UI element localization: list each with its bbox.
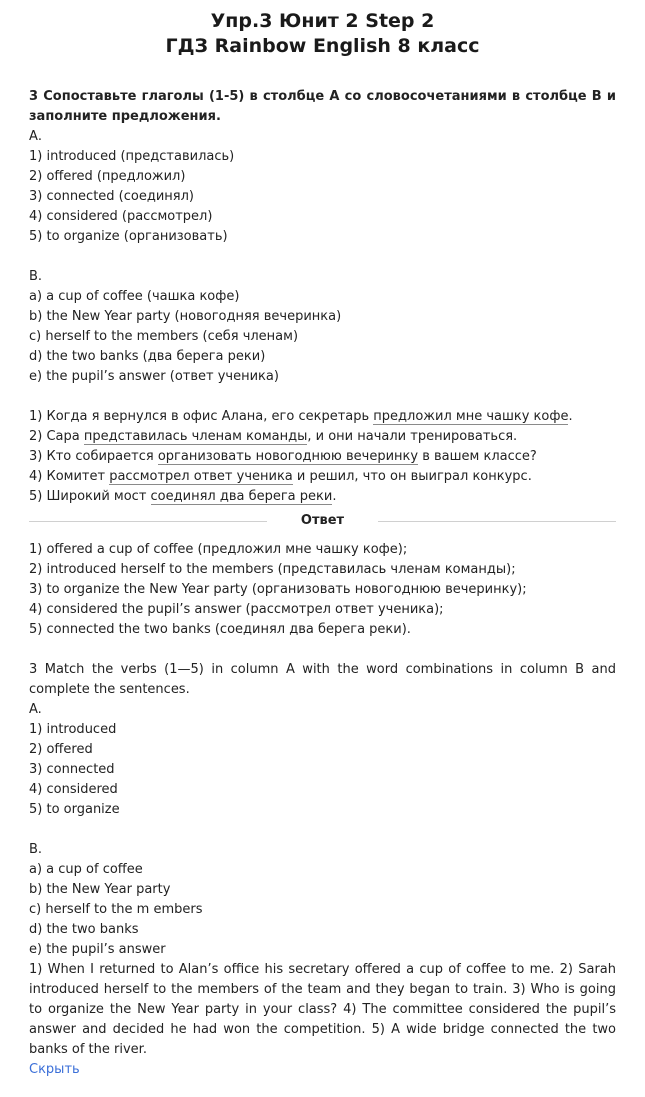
sentence: 5) Широкий мост соединял два берега реки. (29, 489, 337, 504)
list-item: 1) introduced (29, 722, 117, 737)
underlined-phrase: представилась членам команды (83, 429, 308, 444)
list-item: d) the two banks (два берега реки) (29, 349, 266, 364)
list-item: 4) considered (29, 782, 118, 797)
list-item: b) the New Year party (новогодняя вечеринка) (29, 309, 342, 324)
column-b-list-en (29, 860, 616, 960)
list-item: c) herself to the m embers (29, 902, 203, 917)
column-b-label: B. (29, 269, 43, 284)
divider-line (29, 521, 267, 522)
column-b-list-ru (29, 287, 616, 387)
underlined-phrase: рассмотрел ответ ученика (109, 469, 293, 484)
list-item: 1) introduced (представилась) (29, 149, 235, 164)
sentence: 1) Когда я вернулся в офис Алана, его секретарь предложил мне чашку кофе. (29, 409, 573, 424)
list-item: d) the two banks (29, 922, 139, 937)
list-item: a) a cup of coffee (29, 862, 143, 877)
answer-heading: Ответ (300, 513, 345, 528)
column-b-label: B. (29, 842, 43, 857)
underlined-phrase: предложил мне чашку кофе (373, 409, 569, 424)
underlined-phrase: соединял два берега реки (150, 489, 333, 504)
list-item: e) the pupil’s answer (29, 942, 166, 957)
list-item: 2) offered (29, 742, 93, 757)
sentence: 2) Сара представилась членам команды, и они начали тренироваться. (29, 429, 518, 444)
column-a-label: A. (29, 702, 42, 717)
sentence: 3) Кто собирается организовать новогоднюю вечеринку в вашем классе? (29, 449, 537, 464)
answer-item: 2) introduced herself to the members (представилась членам команды); (29, 562, 516, 577)
list-item: e) the pupil’s answer (ответ ученика) (29, 369, 279, 384)
answer-divider (29, 511, 616, 531)
task-russian: 3 Сопоставьте глаголы (1-5) в столбце А со словосочетаниями в столбце В и заполните предложения. (29, 89, 616, 124)
list-item: 5) to organize (организовать) (29, 229, 228, 244)
answer-item: 4) considered the pupil’s answer (рассмотрел ответ ученика); (29, 602, 444, 617)
hide-link[interactable]: Скрыть (29, 1062, 80, 1077)
answer-item: 3) to organize the New Year party (организовать новогоднюю вечеринку); (29, 582, 527, 597)
list-item: a) a cup of coffee (чашка кофе) (29, 289, 240, 304)
list-item: 5) to organize (29, 802, 120, 817)
sentences-en: 1) When I returned to Alan’s office his secretary offered a cup of coffee to me. 2) Sarah introduced herself to the members of the team and they began to train. 3) Who is going to organize the New Year party in your class? 4) The committee considered the pupil’s answer and decided he had won the competition. 5) A wide bridge connected the two banks of the river. (29, 962, 616, 1057)
column-a-label: А. (29, 129, 43, 144)
list-item: 3) connected (29, 762, 115, 777)
page-title: Упр.3 Юнит 2 Step 2 (210, 10, 435, 32)
underlined-phrase: организовать новогоднюю вечеринку (157, 449, 419, 464)
list-item: 4) considered (рассмотрел) (29, 209, 213, 224)
task-english: 3 Match the verbs (1—5) in column A with the word combinations in column B and complete the sentences. (29, 662, 616, 697)
list-item: 3) connected (соединял) (29, 189, 194, 204)
list-item: b) the New Year party (29, 882, 171, 897)
sentences-ru (29, 407, 616, 507)
column-a-list-ru (29, 147, 616, 247)
answer-item: 5) connected the two banks (соединял два берега реки). (29, 622, 411, 637)
sentence: 4) Комитет рассмотрел ответ ученика и решил, что он выиграл конкурс. (29, 469, 532, 484)
divider-line (378, 521, 616, 522)
answer-item: 1) offered a cup of coffee (предложил мне чашку кофе); (29, 542, 408, 557)
list-item: c) herself to the members (себя членам) (29, 329, 299, 344)
answer-list (29, 540, 616, 640)
page-subtitle: ГДЗ Rainbow English 8 класс (165, 35, 480, 57)
column-a-list-en (29, 720, 616, 820)
list-item: 2) offered (предложил) (29, 169, 186, 184)
